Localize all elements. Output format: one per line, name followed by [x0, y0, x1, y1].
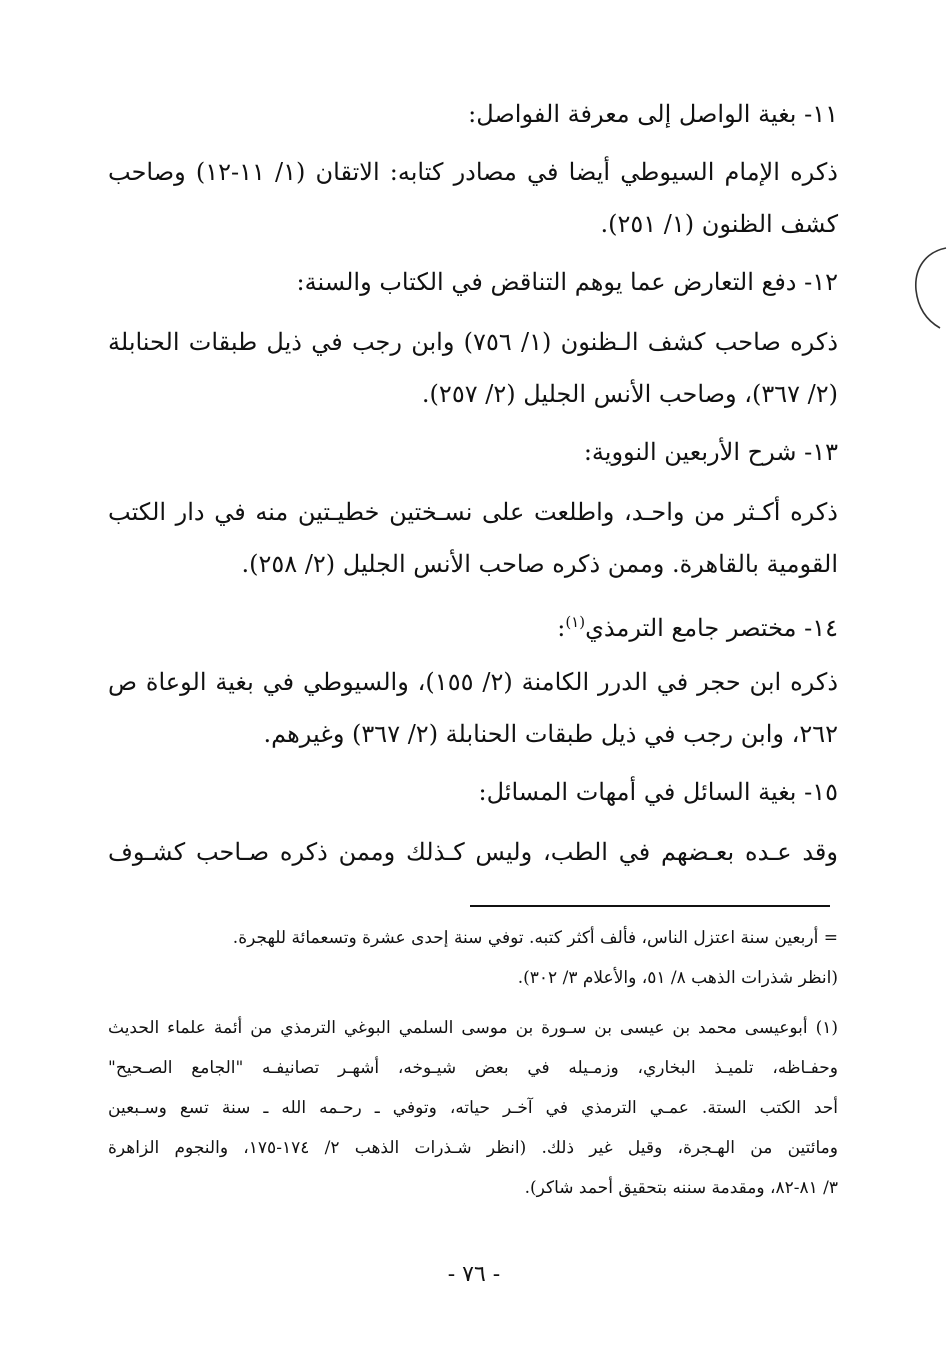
footnote-1-line-5: ٣/ ٨١-٨٢، ومقدمة سننه بتحقيق أحمد شاكر). [524, 1178, 838, 1198]
entry-14-text-line-1: ذكره ابن حجر في الدرر الكامنة (٢/ ١٥٥)، والسيوطي في بغية الوعاة ص [108, 668, 838, 696]
page-number: - ٧٦ - [447, 1262, 501, 1287]
entry-14-colon: : [557, 614, 566, 642]
entry-15-text-line-1: وقد عـده بعـضهم في الطب، وليس كـذلك وممن ذكره صـاحب كشـوف [108, 838, 838, 866]
footnote-1-line-4: ومائتين من الهـجرة، وقيل غير ذلك. (انظر شـذرات الذهب ٢/ ١٧٤-١٧٥، والنجوم الزاهرة [108, 1138, 838, 1158]
footnote-continuation-line-1: = أربعين سنة اعتزل الناس، فألف أكثر كتبه. توفي سنة إحدى عشرة وتسعمائة للهجرة. [232, 928, 838, 948]
entry-12-text-line-2: (٢/ ٣٦٧)، وصاحب الأنس الجليل (٢/ ٢٥٧). [421, 380, 838, 408]
entry-12-title: ١٢- دفع التعارض عما يوهم التناقض في الكتاب والسنة: [296, 268, 838, 296]
entry-11-title: ١١- بغية الواصل إلى معرفة الفواصل: [468, 100, 838, 128]
entry-12-text-line-1: ذكره صاحب كشف الـظنون (١/ ٧٥٦) وابن رجب في ذيل طبقات الحنابلة [108, 328, 839, 356]
entry-13-text-line-1: ذكره أكـثر من واحـد، واطلعت على نسـختين خطيـتين منه في دار الكتب [108, 498, 838, 526]
footnote-1-line-3: أحد الكتب الستة. عمـي الترمذي في آخـر حياته، وتوفي ـ رحـمه الله ـ سنة تسع وسـبعين [108, 1098, 838, 1118]
footnote-1-line-1: (١) أبوعيسى محمد بن عيسى بن سـورة بن موسى السلمي البوغي الترمذي من أئمة علماء الحديث [108, 1018, 838, 1038]
footnote-marker-1: (١) [565, 613, 586, 631]
entry-14-title-line [108, 604, 838, 646]
entry-14-text-line-2: ٢٦٢، وابن رجب في ذيل طبقات الحنابلة (٢/ ٣٦٧) وغيرهم. [263, 720, 838, 748]
entry-13-text-line-2: القومية بالقاهرة. وممن ذكره صاحب الأنس الجليل (٢/ ٢٥٨). [241, 550, 838, 578]
footnote-1-line-2: وحفـاظه، تلميـذ البخاري، وزمـيله في بعض شيـوخه، أشهـر تصانيفـه "الجامع الصـحيح" [108, 1058, 838, 1078]
entry-11-text-line-2: كشف الظنون (١/ ٢٥١). [600, 210, 838, 238]
footnote-continuation-line-2: (انظر شذرات الذهب ٨/ ٥١، والأعلام ٣/ ٣٠٢). [517, 968, 838, 988]
margin-arc-mark [912, 246, 948, 330]
footnote-separator [470, 905, 830, 907]
entry-11-text-line-1: ذكره الإمام السيوطي أيضا في مصادر كتابه: الاتقان (١/ ١١-١٢) وصاحب [108, 158, 838, 186]
entry-14-title: ١٤- مختصر جامع الترمذي [585, 614, 838, 642]
entry-15-title: ١٥- بغية السائل في أمهات المسائل: [478, 778, 838, 806]
entry-13-title: ١٣- شرح الأربعين النووية: [583, 438, 838, 466]
